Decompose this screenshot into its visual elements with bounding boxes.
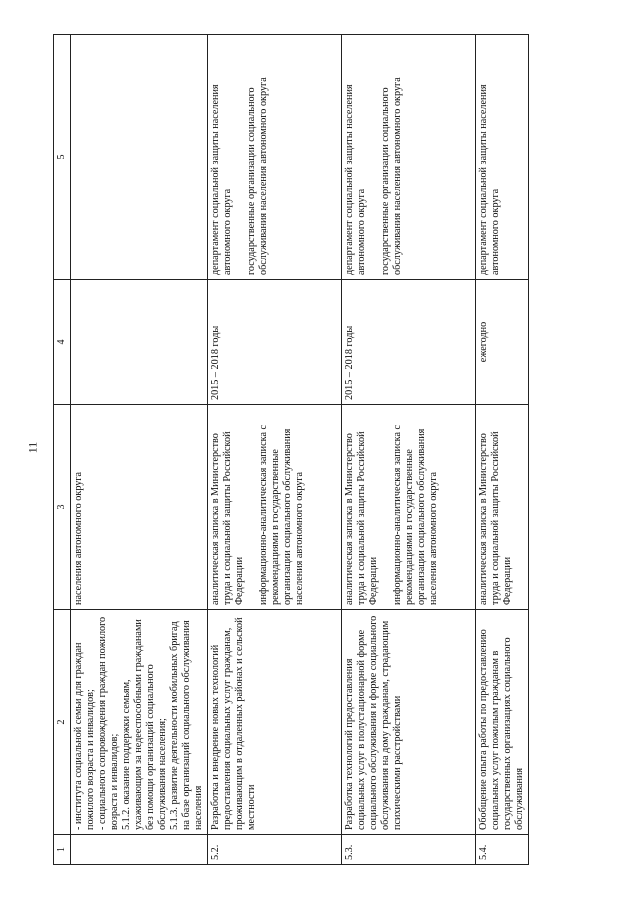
- table-row: [208, 35, 342, 865]
- result-cell: [208, 405, 342, 610]
- header-cell: 4: [54, 280, 71, 405]
- period-cell: ежегодно: [476, 280, 529, 405]
- executor-text: департамент социальной защиты населения автономного округа: [210, 84, 233, 275]
- table-row: [342, 35, 476, 865]
- measure-cell: Обобщение опыта работы по предоставлению социальных услуг пожилым гражданам в государственных организациях социального обслуживания: [476, 610, 529, 835]
- header-cell: 1: [54, 835, 71, 865]
- period-cell: 2015 – 2018 годы: [342, 280, 476, 405]
- table-row: [71, 35, 208, 865]
- table-header-row: [54, 35, 71, 865]
- result-cell: [476, 405, 529, 610]
- row-number: 5.3.: [342, 835, 476, 865]
- executor-text: департамент социальной защиты населения автономного округа: [478, 84, 501, 275]
- row-number: 5.2.: [208, 835, 342, 865]
- result-text: аналитическая записка в Министерство труда и социальной защиты Российской Федерации: [344, 431, 379, 605]
- result-cell: [342, 405, 476, 610]
- result-text: населения автономного округа: [73, 471, 84, 605]
- period-cell: [71, 280, 208, 405]
- executor-cell: [476, 35, 529, 280]
- result-text: информационно-аналитическая записка с рекомендациями в государственные организации социального обслуживания населения автономного округа: [392, 424, 439, 605]
- measure-cell: - института социальной семьи для граждан пожилого возраста и инвалидов; - социального сопровождения граждан пожилого возраста и инвалидов; 5.1.2. оказание поддержки семьям, ухаживающим за недееспособными гражданами без помощи организаций социального обслуживания населения; 5.1.3. развитие деятельности мобильных бригад на базе организаций социального обслуживания населения: [71, 610, 208, 835]
- result-cell: [71, 405, 208, 610]
- header-cell: 2: [54, 610, 71, 835]
- row-number: [71, 835, 208, 865]
- rotated-table-wrapper: [53, 35, 525, 865]
- executor-text: государственные организации социального обслуживания населения автономного округа: [380, 77, 403, 275]
- measure-cell: Разработка технологий предоставления социальных услуг в полустационарной форме социального обслуживания и форме социального обслуживания на дому гражданам, страдающим психическими расстройствами: [342, 610, 476, 835]
- executor-text: департамент социальной защиты населения автономного округа: [344, 84, 367, 275]
- result-text: аналитическая записка в Министерство труда и социальной защиты Российской Федерации: [210, 431, 245, 605]
- page-number: 11: [25, 441, 40, 454]
- period-cell: 2015 – 2018 годы: [208, 280, 342, 405]
- table-row: [476, 35, 529, 865]
- row-number: 5.4.: [476, 835, 529, 865]
- plan-table: [53, 34, 529, 865]
- executor-cell: [71, 35, 208, 280]
- measure-cell: Разработка и внедрение новых технологий предоставления социальных услуг гражданам, проживающим в отдаленных районах и сельской местности: [208, 610, 342, 835]
- executor-cell: [208, 35, 342, 280]
- result-text: аналитическая записка в Министерство труда и социальной защиты Российской Федерации: [478, 431, 513, 605]
- result-text: информационно-аналитическая записка с рекомендациями в государственные организации социального обслуживания населения автономного округа: [258, 424, 305, 605]
- executor-cell: [342, 35, 476, 280]
- executor-text: государственные организации социального обслуживания населения автономного округа: [246, 77, 269, 275]
- header-cell: 3: [54, 405, 71, 610]
- header-cell: 5: [54, 35, 71, 280]
